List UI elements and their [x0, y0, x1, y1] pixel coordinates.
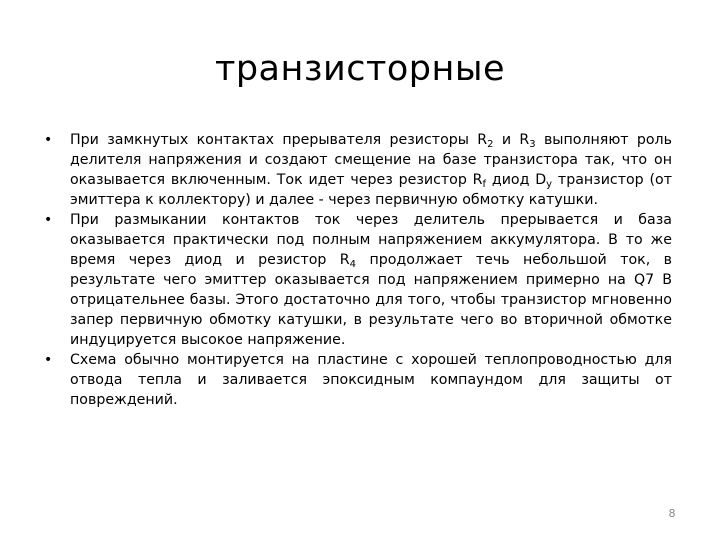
subscript: 4: [349, 259, 357, 270]
bullet-marker: •: [44, 212, 53, 228]
subscript: f: [482, 179, 487, 190]
slide-title: транзисторные: [214, 49, 506, 89]
text-run: При размыкании контактов ток через делитель прерывается и база оказывается практически под полным напряжением аккумулятора. В то же время через диод и резистор R: [70, 212, 672, 268]
text-run: продолжает течь небольшой ток, в результате чего эмиттер оказывается под напряжением примерно на Q7 В отрицательнее базы. Этого достаточно для того, чтобы транзистор мгновенно запер первичную обмотку катушки, в результате чего во вторичной обмотке индуцируется высокое напряжение.: [70, 252, 672, 348]
bullet-marker: •: [44, 352, 53, 368]
bullet-item: [44, 210, 672, 350]
bullet-item: [44, 130, 672, 210]
bullet-item: [44, 350, 672, 410]
subscript: 3: [529, 139, 536, 150]
text-run: диод D: [486, 172, 547, 188]
subscript: y: [546, 179, 553, 190]
page-number: 8: [668, 507, 676, 520]
subscript: 2: [487, 139, 494, 150]
bullet-marker: •: [44, 132, 53, 148]
bullet-list: [44, 130, 672, 410]
text-run: транзистор (от эмиттера к коллектору) и далее - через первичную обмотку катушки.: [70, 172, 672, 208]
text-run: При замкнутых контактах прерывателя резисторы R: [70, 132, 488, 148]
text-run: выполняют роль делителя напряжения и создают смещение на базе транзистора так, что он оказывается включенным. Ток идет через резистор R: [70, 132, 672, 188]
text-run: Схема обычно монтируется на пластине с хорошей теплопроводностью для отвода тепла и заливается эпоксидным компаундом для защиты от повреждений.: [70, 352, 672, 408]
text-run: и R: [493, 132, 530, 148]
